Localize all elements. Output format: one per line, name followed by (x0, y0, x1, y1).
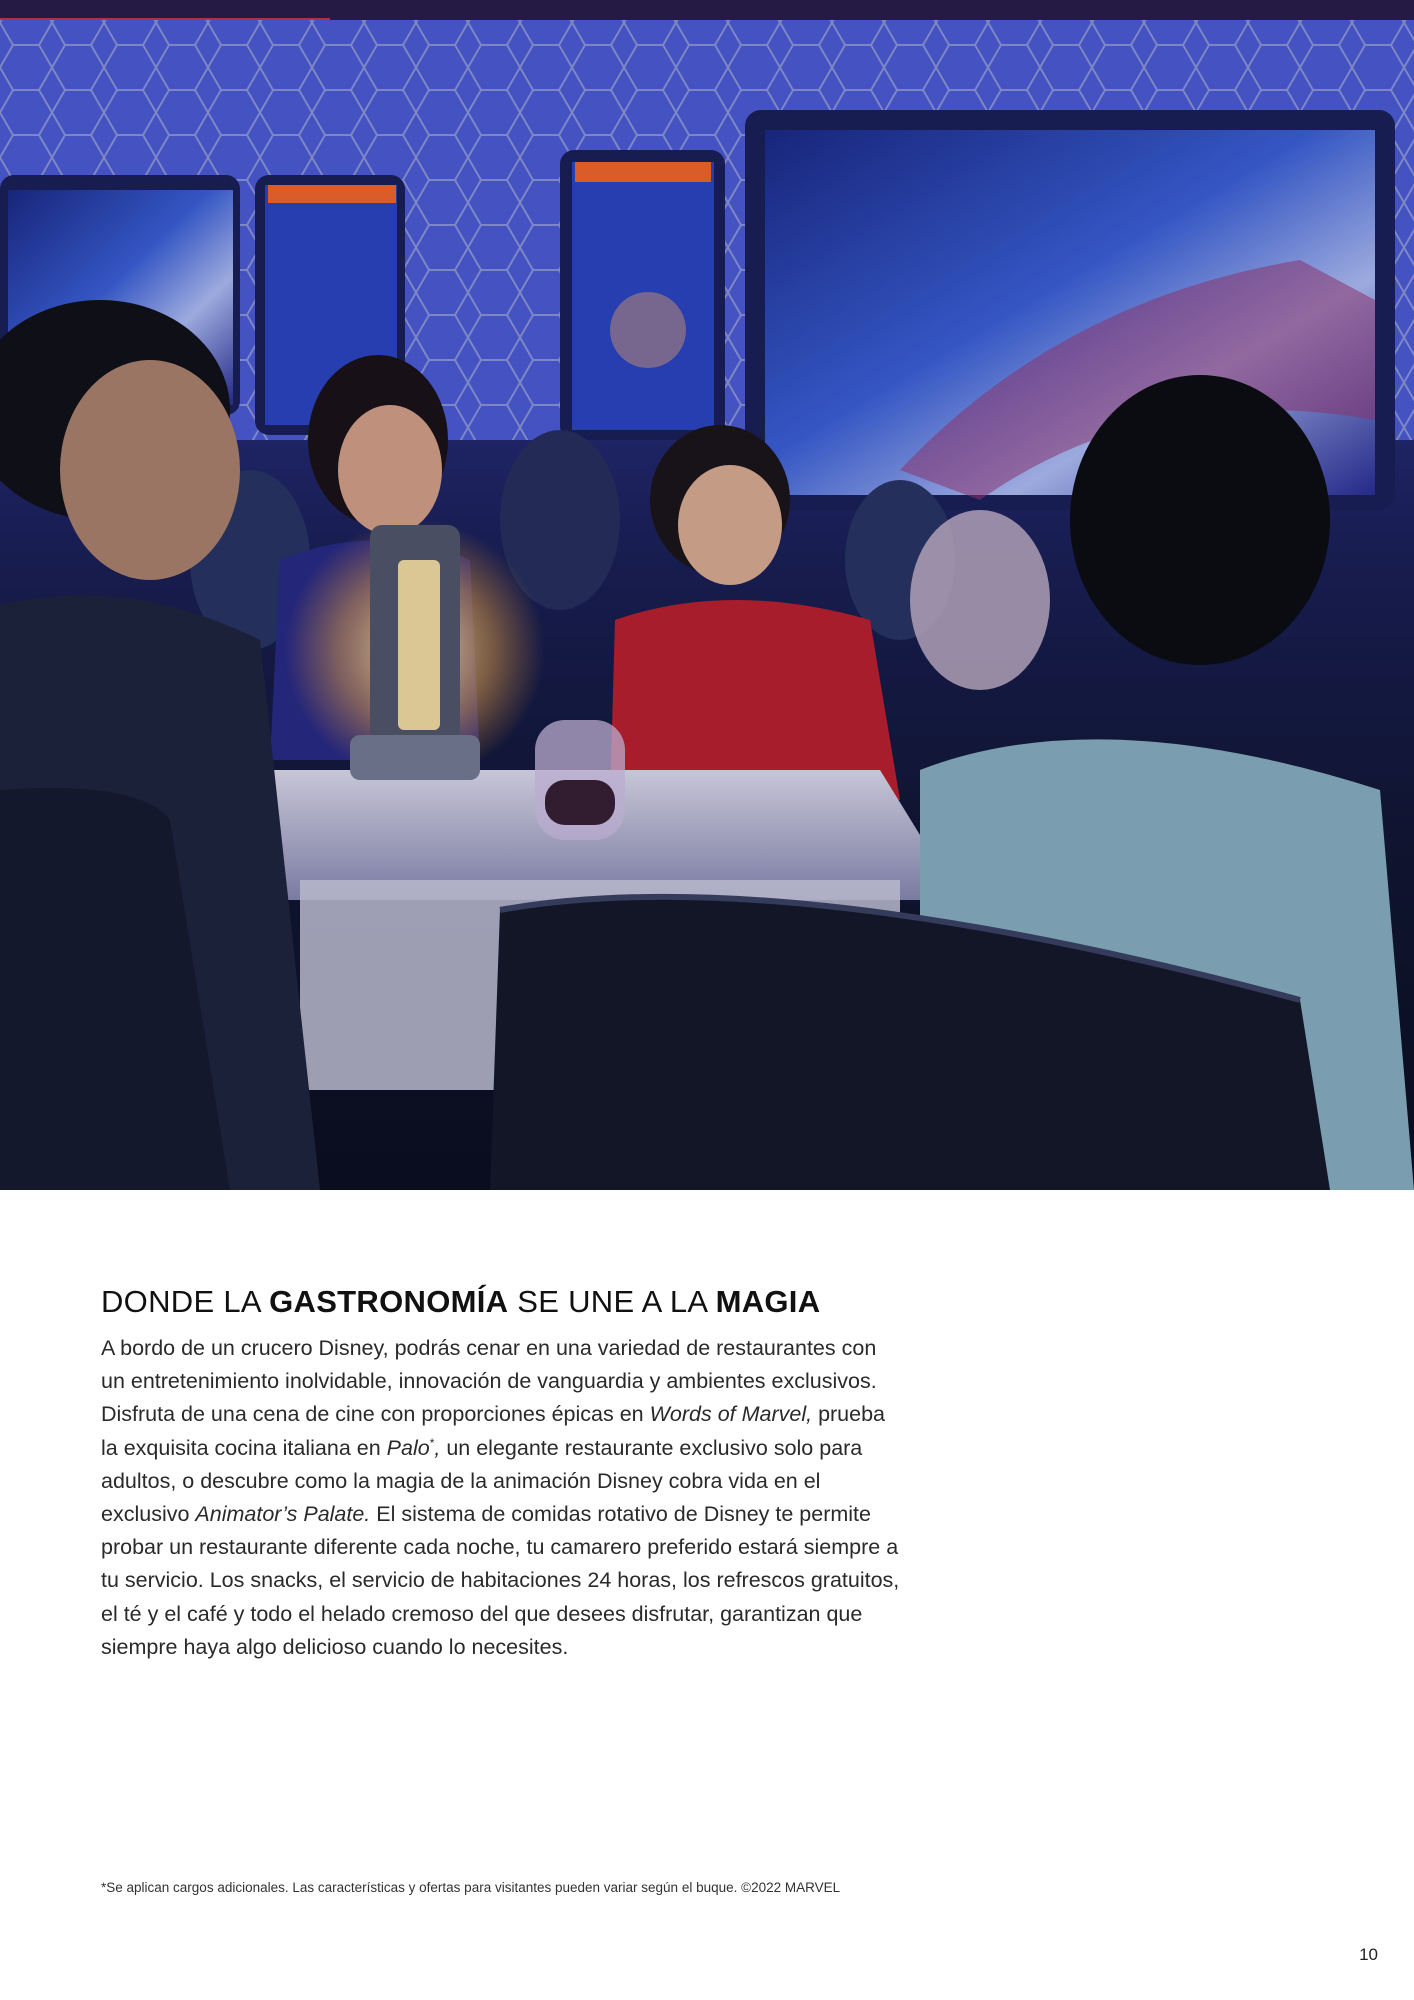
headline-part-2: SE UNE A LA (508, 1284, 716, 1319)
body-segment-4: un elegante restaurante exclusivo solo para adultos, o descubre como la magia de la animación Disney cobra vida en el exclusivo (101, 1435, 863, 1527)
body-italic-palo: Palo (386, 1435, 430, 1460)
headline-bold-1: GASTRONOMÍA (269, 1284, 509, 1319)
body-italic-animators-palate: Animator’s Palate. (195, 1502, 371, 1527)
article-headline (101, 1282, 901, 1322)
body-italic-words-of-marvel: Words of Marvel, (649, 1402, 813, 1427)
footnote: *Se aplican cargos adicionales. Las características y ofertas para visitantes pueden variar según el buque. ©2022 MARVEL (101, 1880, 841, 1895)
article-body (101, 1332, 901, 1664)
headline-bold-2: MAGIA (715, 1284, 821, 1319)
body-footnote-marker: * (429, 1435, 435, 1450)
headline-part-1: DONDE LA (101, 1284, 270, 1319)
page-number: 10 (1359, 1945, 1378, 1964)
body-segment-3: , (434, 1435, 441, 1460)
body-segment-5: El sistema de comidas rotativo de Disney te permite probar un restaurante diferente cada noche, tu camarero preferido estará siempre a tu servicio. Los snacks, el servicio de habitaciones 24 horas, los refrescos gratuitos, el té y el café y todo el helado cremoso del que desees disfrutar, garantizan que siempre haya algo delicioso cuando lo necesites. (101, 1502, 900, 1659)
article (101, 1282, 901, 1664)
body-segment-2: prueba la exquisita cocina italiana en (101, 1402, 886, 1460)
body-segment-1: A bordo de un crucero Disney, podrás cenar en una variedad de restaurantes con un entretenimiento inolvidable, innovación de vanguardia y ambientes exclusivos. Disfruta de una cena de cine con proporciones épicas en (101, 1336, 877, 1427)
